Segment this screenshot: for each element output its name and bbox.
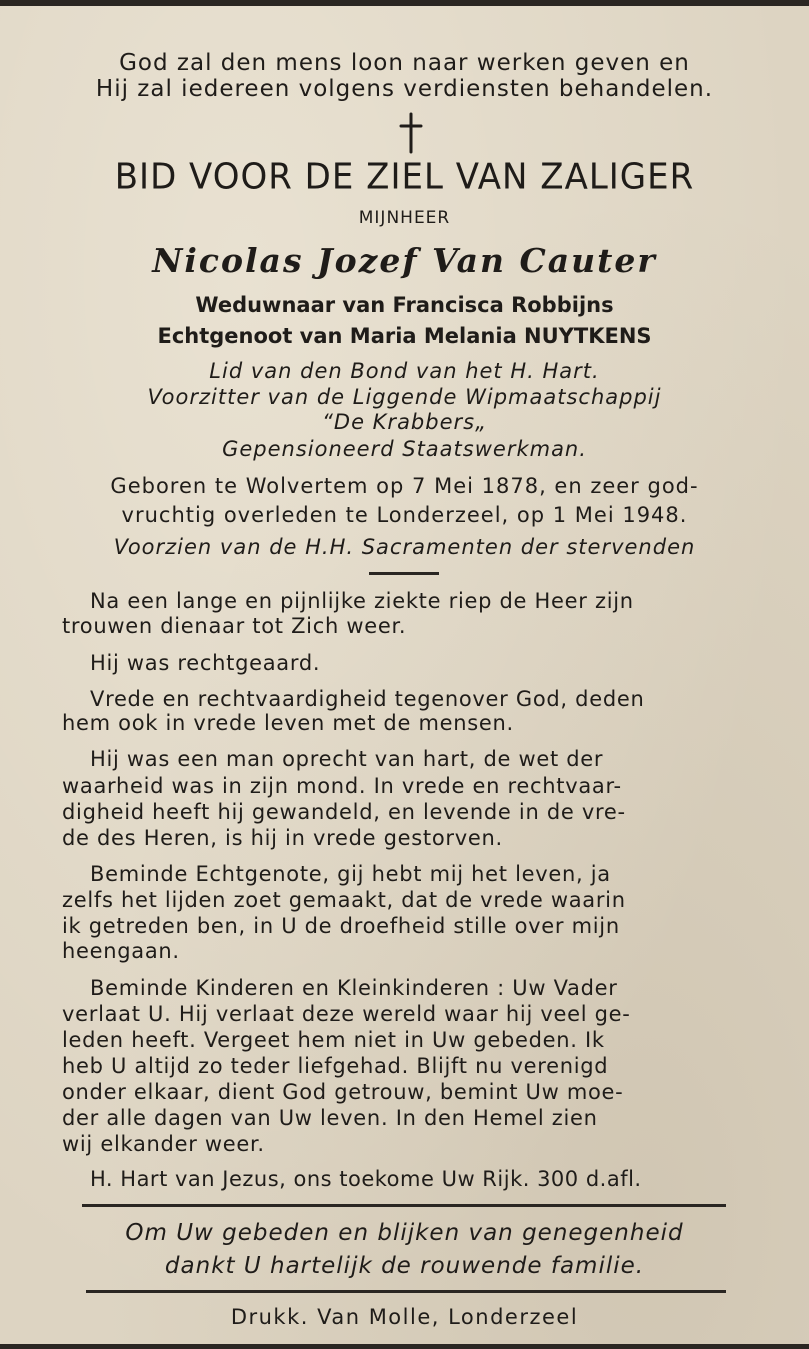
prayer-line: H. Hart van Jezus, ons toekome Uw Rijk. 300 d.afl. bbox=[90, 1167, 642, 1191]
title-word: MIJNHEER bbox=[358, 208, 451, 228]
verse-line-1: God zal den mens loon naar werken geven en bbox=[119, 50, 690, 76]
divider-bottom bbox=[86, 1290, 726, 1293]
latin-cross-icon bbox=[397, 112, 425, 154]
paragraph-6-line-3: leden heeft. Vergeet hem niet in Uw gebeden. Ik bbox=[62, 1028, 605, 1052]
paragraph-2-line-1: Hij was rechtgeaard. bbox=[90, 651, 321, 675]
paragraph-1-line-1: Na een lange en pijnlijke ziekte riep de Heer zijn bbox=[90, 589, 634, 613]
relation-spouse: Echtgenoot van Maria Melania NUYTKENS bbox=[157, 324, 652, 348]
relation-widower: Weduwnaar van Francisca Robbijns bbox=[195, 293, 614, 317]
paragraph-6-line-4: heb U altijd zo teder liefgehad. Blijft nu verenigd bbox=[62, 1054, 609, 1078]
paragraph-6-line-5: onder elkaar, dient God getrouw, bemint Uw moe- bbox=[62, 1080, 624, 1104]
role-line-1: Lid van den Bond van het H. Hart. bbox=[209, 359, 600, 383]
heading: BID VOOR DE ZIEL VAN ZALIGER bbox=[114, 156, 695, 198]
printer-line: Drukk. Van Molle, Londerzeel bbox=[230, 1305, 579, 1329]
short-divider bbox=[369, 572, 439, 575]
paragraph-6-line-6: der alle dagen van Uw leven. In den Hemel zien bbox=[62, 1106, 598, 1130]
deceased-name: Nicolas Jozef Van Cauter bbox=[152, 241, 657, 280]
paragraph-6-line-7: wij elkander weer. bbox=[62, 1132, 265, 1156]
sacraments-line: Voorzien van de H.H. Sacramenten der stervenden bbox=[113, 535, 696, 559]
birth-line-1: Geboren te Wolvertem op 7 Mei 1878, en zeer god- bbox=[110, 474, 699, 498]
paragraph-6-line-2: verlaat U. Hij verlaat deze wereld waar hij veel ge- bbox=[62, 1002, 631, 1026]
verse-line-2: Hij zal iedereen volgens verdiensten behandelen. bbox=[95, 76, 714, 102]
paragraph-5-line-1: Beminde Echtgenote, gij hebt mij het leven, ja bbox=[90, 862, 611, 886]
memorial-card bbox=[0, 6, 809, 1344]
paragraph-4-line-3: digheid heeft hij gewandeld, en levende in de vre- bbox=[62, 800, 626, 824]
paragraph-4-line-1: Hij was een man oprecht van hart, de wet der bbox=[90, 747, 604, 771]
paragraph-5-line-4: heengaan. bbox=[62, 939, 180, 963]
thanks-line-2: dankt U hartelijk de rouwende familie. bbox=[164, 1253, 645, 1279]
paragraph-3-line-1: Vrede en rechtvaardigheid tegenover God, deden bbox=[90, 687, 645, 711]
paragraph-5-line-3: ik getreden ben, in U de droefheid stille over mijn bbox=[62, 914, 620, 938]
paragraph-4-line-4: de des Heren, is hij in vrede gestorven. bbox=[62, 826, 503, 850]
role-line-2: Voorzitter van de Liggende Wipmaatschappij bbox=[147, 385, 662, 409]
role-line-3: “De Krabbers„ bbox=[322, 410, 487, 434]
paragraph-5-line-2: zelfs het lijden zoet gemaakt, dat de vrede waarin bbox=[62, 888, 626, 912]
paragraph-6-line-1: Beminde Kinderen en Kleinkinderen : Uw Vader bbox=[90, 976, 618, 1000]
thanks-line-1: Om Uw gebeden en blijken van genegenheid bbox=[125, 1220, 684, 1246]
role-line-4: Gepensioneerd Staatswerkman. bbox=[222, 437, 587, 461]
paragraph-1-line-2: trouwen dienaar tot Zich weer. bbox=[62, 614, 407, 638]
divider-top bbox=[82, 1204, 726, 1207]
paragraph-4-line-2: waarheid was in zijn mond. In vrede en rechtvaar- bbox=[62, 774, 622, 798]
paragraph-3-line-2: hem ook in vrede leven met de mensen. bbox=[62, 711, 514, 735]
birth-line-2: vruchtig overleden te Londerzeel, op 1 Mei 1948. bbox=[121, 503, 688, 527]
